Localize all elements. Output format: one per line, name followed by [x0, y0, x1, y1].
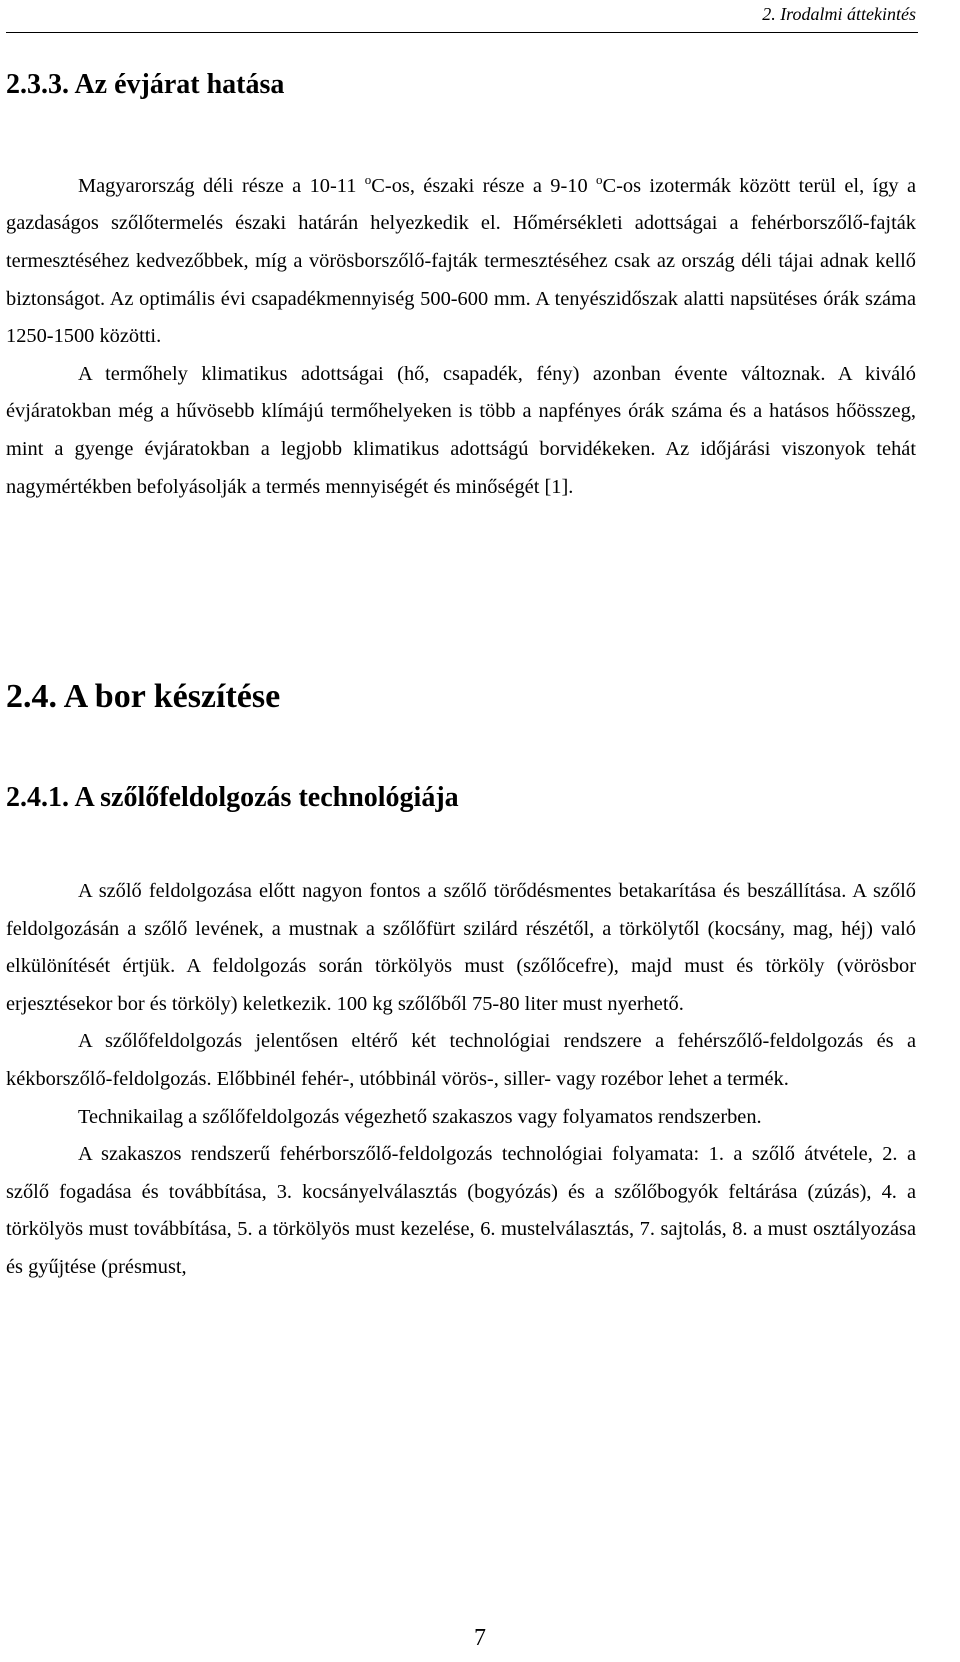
paragraph: Technikailag a szőlőfeldolgozás végezhető szakaszos vagy folyamatos rendszerben.	[78, 1105, 762, 1128]
section-2-3-3-body	[6, 161, 916, 506]
paragraph-text: Magyarország déli része a 10-11	[78, 174, 365, 197]
section-heading-2-4-1: 2.4.1. A szőlőfeldolgozás technológiája	[6, 782, 459, 813]
paragraph-text: C-os, északi része a 9-10	[371, 174, 597, 197]
page-number: 7	[474, 1625, 486, 1651]
paragraph	[6, 161, 916, 356]
section-2-4-1-body	[6, 873, 916, 1287]
paragraph: A termőhely klimatikus adottságai (hő, csapadék, fény) azonban évente változnak. A kiváló évjáratokban még a hűvösebb klímájú termőhelyeken is több a napfényes órák száma és a hatásos hőösszeg, mint a gyenge évjáratokban a legjobb klimatikus adottságú borvidékeken. Az időjárási viszonyok tehát nagymértékben befolyásolják a termés mennyiségét és minőségét [1].	[6, 362, 916, 498]
header-rule	[6, 32, 918, 33]
paragraph-text: C-os izotermák között terül el, így a gazdaságos szőlőtermelés északi határán helyezkedik el. Hőmérsékleti adottságai a fehérborszőlő-fajták termesztéséhez kedvezőbbek, míg a vörösborszőlő-fajták termesztéséhez csak az ország déli tájai adnak kellő biztonságot. Az optimális évi csapadékmennyiség 500-600 mm. A tenyészidőszak alatti napsütéses órák száma 1250-1500 közötti.	[6, 174, 917, 348]
superscript: o	[596, 172, 603, 187]
running-header: 2. Irodalmi áttekintés	[762, 4, 916, 24]
paragraph: A szőlőfeldolgozás jelentősen eltérő két technológiai rendszere a fehérszőlő-feldolgozás és a kékborszőlő-feldolgozás. Előbbinél fehér-, utóbbinál vörös-, siller- vagy rozébor lehet a termék.	[6, 1030, 916, 1090]
section-heading-2-3-3: 2.3.3. Az évjárat hatása	[6, 69, 285, 100]
chapter-heading-2-4: 2.4. A bor készítése	[6, 678, 281, 715]
superscript: o	[364, 172, 372, 187]
paragraph: A szőlő feldolgozása előtt nagyon fontos a szőlő törődésmentes betakarítása és beszállítása. A szőlő feldolgozásán a szőlő levének, a mustnak a szőlőfürt szilárd részétől, a törkölytől (kocsány, mag, héj) való elkülönítését értjük. A feldolgozás során törkölyös must (szőlőcefre), majd must és törköly (vörösbor erjesztésekor bor és törköly) keletkezik. 100 kg szőlőből 75-80 liter must nyerhető.	[6, 880, 916, 1015]
paragraph: A szakaszos rendszerű fehérborszőlő-feldolgozás technológiai folyamata: 1. a szőlő átvétele, 2. a szőlő fogadása és továbbítása, 3. kocsányelválasztás (bogyózás) és a szőlőbogyók feltárása (zúzás), 4. a törkölyös must továbbítása, 5. a törkölyös must kezelése, 6. mustelválasztás, 7. sajtolás, 8. a must osztályozása és gyűjtése (présmust,	[6, 1143, 916, 1278]
